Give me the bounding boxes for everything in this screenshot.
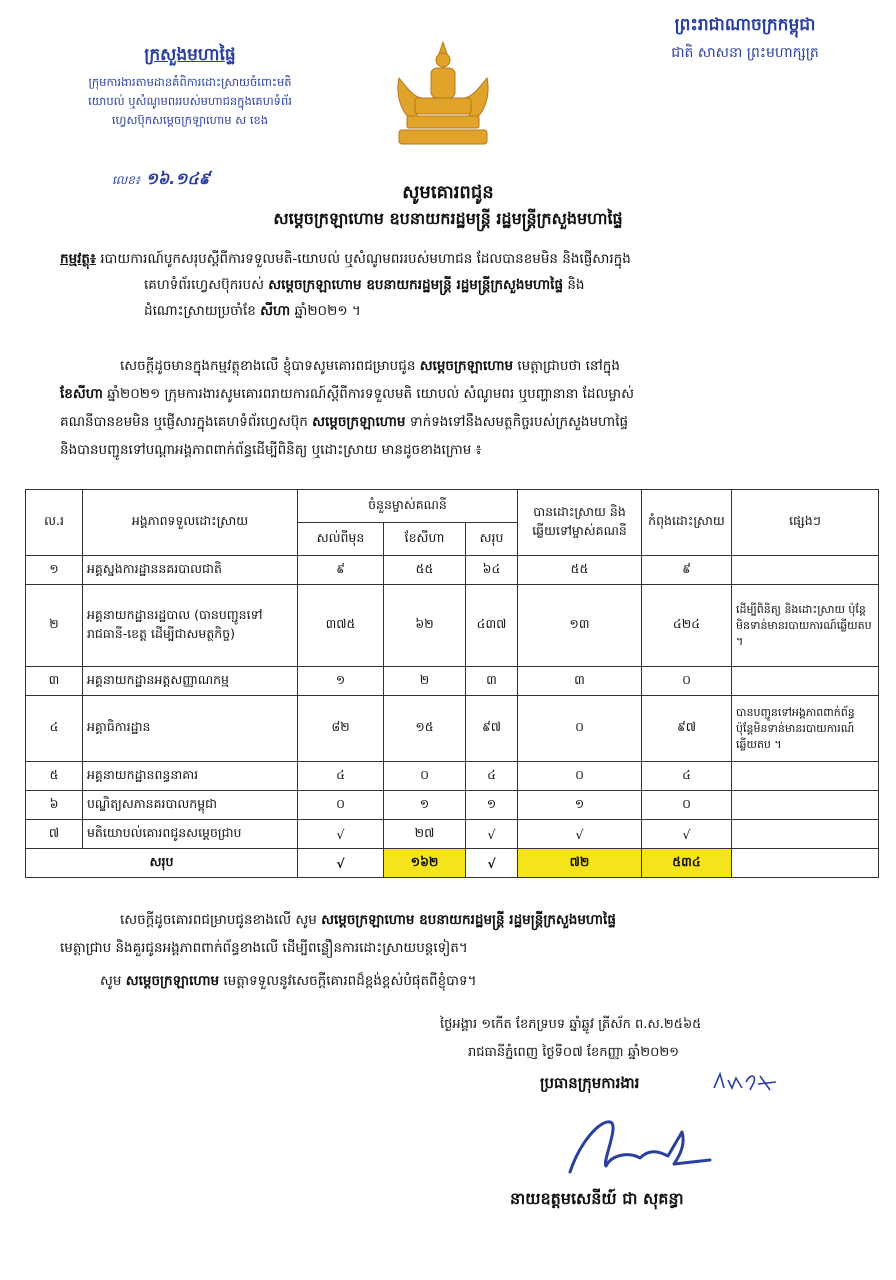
table-row (26, 820, 879, 849)
salutation-title: សូមគោរពជូន (402, 182, 494, 203)
cell-no: ៣ (26, 667, 83, 696)
body-line-2 (60, 380, 860, 408)
ministry-header (40, 44, 340, 130)
role-title: ប្រធានក្រុមការងារ (540, 1074, 640, 1092)
cell-resolved: √ (518, 820, 642, 849)
subject-line-2 (60, 272, 860, 298)
cell-other (732, 820, 879, 849)
subject-text-1: របាយការណ៍បូកសរុបស្តីពីការទទួលមតិ-យោបល់ ឬសំណូមពររបស់មហាជន ដែលបានខមមិន និងផ្ញើសារក្នុង (100, 251, 631, 267)
cell-total: ៤៣៧ (466, 585, 518, 667)
reference-label: លេខ៖ (112, 173, 141, 187)
subject-text-3b: សីហា (260, 303, 291, 319)
cell-resolved: ១ (518, 791, 642, 820)
header-previous: សល់ពីមុន (298, 523, 384, 556)
total-total: √ (466, 849, 518, 878)
closing-line-2: មេត្តាជ្រាប និងគួរជូនអង្គភាពពាក់ព័ន្ធខាងលើ ដើម្បីពន្លឿនការដោះស្រាយបន្តទៀត។ (60, 940, 468, 956)
body-text-1b: សម្តេចក្រឡាហោម (419, 358, 514, 374)
cell-total: ១ (466, 791, 518, 820)
cell-in-progress: ០ (642, 791, 732, 820)
cell-other (732, 667, 879, 696)
header-total: សរុប (466, 523, 518, 556)
cell-in-progress: ៩៧ (642, 696, 732, 762)
kingdom-header (610, 14, 880, 64)
cell-august: ១ (384, 791, 466, 820)
cell-in-progress: ៩ (642, 556, 732, 585)
cell-no: ២ (26, 585, 83, 667)
cell-other: ដើម្បីពិនិត្យ និងដោះស្រាយ ប៉ុន្តែមិនទាន់មានរបាយការណ៍ឆ្លើយតប ។ (732, 585, 879, 667)
closing-respect-a: សូម (100, 973, 122, 989)
body-line-3 (60, 408, 860, 436)
header-august: ខែសីហា (384, 523, 466, 556)
cell-unit: មតិយោបល់គោរពជូនសម្តេចជ្រាប (83, 820, 298, 849)
closing-line-1 (60, 906, 880, 934)
cell-no: ៥ (26, 762, 83, 791)
reference-value: ១៦.១៤៩ (145, 169, 210, 188)
subject-line-3 (60, 298, 860, 324)
header-other: ផ្សេងៗ (732, 490, 879, 556)
cell-previous: ៩ (298, 556, 384, 585)
total-other (732, 849, 879, 878)
cell-previous: ៣៧៥ (298, 585, 384, 667)
cell-previous: ០ (298, 791, 384, 820)
cell-august: ០ (384, 762, 466, 791)
cell-august: ២ (384, 667, 466, 696)
cell-other (732, 556, 879, 585)
cell-no: ៧ (26, 820, 83, 849)
cell-total: ៩៧ (466, 696, 518, 762)
total-resolved: ៧២ (518, 849, 642, 878)
cell-in-progress: ៤២៤ (642, 585, 732, 667)
cell-august: ៥៥ (384, 556, 466, 585)
royal-emblem-icon (385, 38, 501, 150)
subject-label: កម្មវត្ថុ៖ (60, 251, 96, 267)
table-row (26, 791, 879, 820)
table-row (26, 585, 879, 667)
total-august: ១៦២ (384, 849, 466, 878)
body-text-3c: ទាក់ទងទៅនឹងសមត្ថកិច្ចរបស់ក្រសួងមហាផ្ទៃ (409, 414, 629, 430)
subject-text-3c: ឆ្នាំ២០២១ ។ (294, 303, 361, 319)
cell-resolved: ០ (518, 696, 642, 762)
kingdom-name: ព្រះរាជាណាចក្រកម្ពុជា (674, 15, 816, 35)
signatory-name: នាយឧត្តមសេនីយ៍ ជា សុគន្ធា (510, 1189, 684, 1208)
cell-total: ៦៤ (466, 556, 518, 585)
table-row (26, 696, 879, 762)
cell-in-progress: ០ (642, 667, 732, 696)
body-paragraph (60, 352, 860, 464)
subject-text-3a: ដំណោះស្រាយប្រចាំខែ (144, 303, 256, 319)
body-text-1c: មេត្តាជ្រាបថា នៅក្នុង (517, 358, 620, 374)
cell-august: ៦២ (384, 585, 466, 667)
cell-unit: អគ្គនាយកដ្ឋានរដ្ឋបាល (បានបញ្ជូនទៅរាជធានី-ខេត្ត ដើម្បីជាសមត្ថកិច្ច) (83, 585, 298, 667)
kingdom-motto: ជាតិ សាសនា ព្រះមហាក្សត្រ (671, 45, 819, 61)
body-text-3b: សម្តេចក្រឡាហោម (312, 414, 406, 430)
table-total-row (26, 849, 879, 878)
cell-resolved: ១៣ (518, 585, 642, 667)
cell-unit: អគ្គនាយកដ្ឋានអត្តសញ្ញាណកម្ម (83, 667, 298, 696)
body-text-2b: ឆ្នាំ២០២១ ក្រុមការងារសូមគោរពរាយការណ៍ស្តីពីការទទួលមតិ យោបល់ សំណូមពរ ឬបញ្ហានានា ដែលម្ចាស់ (107, 386, 635, 402)
header-no: ល.រ (26, 490, 83, 556)
closing-respect-c: មេត្តាទទួលនូវសេចក្តីគោរពដ៏ខ្ពង់ខ្ពស់បំផុតពីខ្ញុំបាទ។ (223, 973, 477, 989)
cell-in-progress: ៤ (642, 762, 732, 791)
cell-unit: អគ្គនាយកដ្ឋានពន្ធនាគារ (83, 762, 298, 791)
subject-text-2c: និង (567, 277, 585, 293)
cell-resolved: ៣ (518, 667, 642, 696)
subject-text-2b: សម្តេចក្រឡាហោម ឧបនាយករដ្ឋមន្ត្រី រដ្ឋមន្ត្រីក្រសួងមហាផ្ទៃ (268, 277, 564, 293)
header-resolved: បានដោះស្រាយ និងឆ្លើយទៅម្ចាស់គណនី (518, 490, 642, 556)
subject-text-2a: គេហទំព័រហ្វេសប៊ុករបស់ (144, 277, 264, 293)
cell-other (732, 762, 879, 791)
closing-respect (100, 972, 880, 992)
cell-previous: ១ (298, 667, 384, 696)
closing-paragraph (60, 906, 880, 962)
cell-total: ៤ (466, 762, 518, 791)
initial-signature-icon (710, 1068, 780, 1096)
signature-icon (560, 1102, 720, 1182)
body-text-2a: ខែសីហា (60, 386, 103, 402)
cell-in-progress: √ (642, 820, 732, 849)
header-in-progress: កំពុងដោះស្រាយ (642, 490, 732, 556)
ministry-name: ក្រសួងមហាផ្ទៃ (144, 45, 236, 65)
cell-august: ១៥ (384, 696, 466, 762)
header-accounts: ចំនួនម្ចាស់គណនី (298, 490, 518, 523)
cell-total: ៣ (466, 667, 518, 696)
body-line-1 (60, 352, 860, 380)
lunar-date: ថ្ងៃអង្គារ ១កើត ខែភទ្របទ ឆ្នាំឆ្លូវ ត្រីស័ក ព.ស.២៥៦៥ (440, 1017, 702, 1032)
subject-section (60, 246, 860, 324)
table-row (26, 762, 879, 791)
table-header-row (26, 490, 879, 523)
cell-other: បានបញ្ជូនទៅអង្គភាពពាក់ព័ន្ធ ប៉ុន្តែមិនទាន់មានរបាយការណ៍ឆ្លើយតប ។ (732, 696, 879, 762)
subject-line-1 (60, 246, 860, 272)
cell-total: √ (466, 820, 518, 849)
total-label: សរុប (26, 849, 298, 878)
cell-other (732, 791, 879, 820)
ministry-sub-line-2: យោបល់ ឬសំណូមពររបស់មហាជនក្នុងគេហទំព័រ (88, 94, 292, 108)
header-unit: អង្គភាពទទួលដោះស្រាយ (83, 490, 298, 556)
cell-resolved: ៥៥ (518, 556, 642, 585)
ministry-sub-line-1: ក្រុមការងារតាមដានគំពិការដោះស្រាយចំពោះមតិ (88, 75, 292, 89)
report-table (25, 489, 879, 878)
cell-august: ២៧ (384, 820, 466, 849)
cell-previous: √ (298, 820, 384, 849)
body-text-1a: សេចក្តីដូចមានក្នុងកម្មវត្ថុខាងលើ ខ្ញុំបាទសូមគោរពជម្រាបជូន (120, 358, 416, 374)
cell-unit: បណ្ឌិត្យសភានគរបាលកម្ពុជា (83, 791, 298, 820)
cell-no: ៦ (26, 791, 83, 820)
cell-no: ៤ (26, 696, 83, 762)
closing-text-1b: សម្តេចក្រឡាហោម ឧបនាយករដ្ឋមន្ត្រី រដ្ឋមន្ត្រីក្រសួងមហាផ្ទៃ (321, 912, 616, 928)
solar-date: រាជធានីភ្នំពេញ ថ្ងៃទី០៧ ខែកញ្ញា ឆ្នាំ២០២១ (468, 1045, 680, 1060)
body-text-3a: គណនីបានខមមិន ឬផ្ញើសារក្នុងគេហទំព័រហ្វេសប៊ុក (60, 414, 308, 430)
cell-unit: អគ្គាធិការដ្ឋាន (83, 696, 298, 762)
table-row (26, 667, 879, 696)
cell-previous: ៤ (298, 762, 384, 791)
closing-respect-b: សម្តេចក្រឡាហោម (125, 973, 220, 989)
cell-no: ១ (26, 556, 83, 585)
total-in-progress: ៥៣៤ (642, 849, 732, 878)
closing-text-1a: សេចក្តីដូចគោរពជម្រាបជូនខាងលើ សូម (120, 912, 317, 928)
table-row (26, 556, 879, 585)
body-line-4: និងបានបញ្ជូនទៅបណ្តាអង្គភាពពាក់ព័ន្ធដើម្បីពិនិត្យ ឬដោះស្រាយ មានដូចខាងក្រោម ៖ (60, 442, 482, 458)
recipient-title: សម្តេចក្រឡាហោម ឧបនាយករដ្ឋមន្ត្រី រដ្ឋមន្ត្រីក្រសួងមហាផ្ទៃ (273, 209, 623, 228)
ministry-sub-line-3: ហ្វេសប៊ុកសម្តេចក្រឡាហោម ស ខេង (111, 113, 269, 127)
total-previous: √ (298, 849, 384, 878)
cell-previous: ៨២ (298, 696, 384, 762)
cell-resolved: ០ (518, 762, 642, 791)
cell-unit: អគ្គស្នងការដ្ឋាននគរបាលជាតិ (83, 556, 298, 585)
